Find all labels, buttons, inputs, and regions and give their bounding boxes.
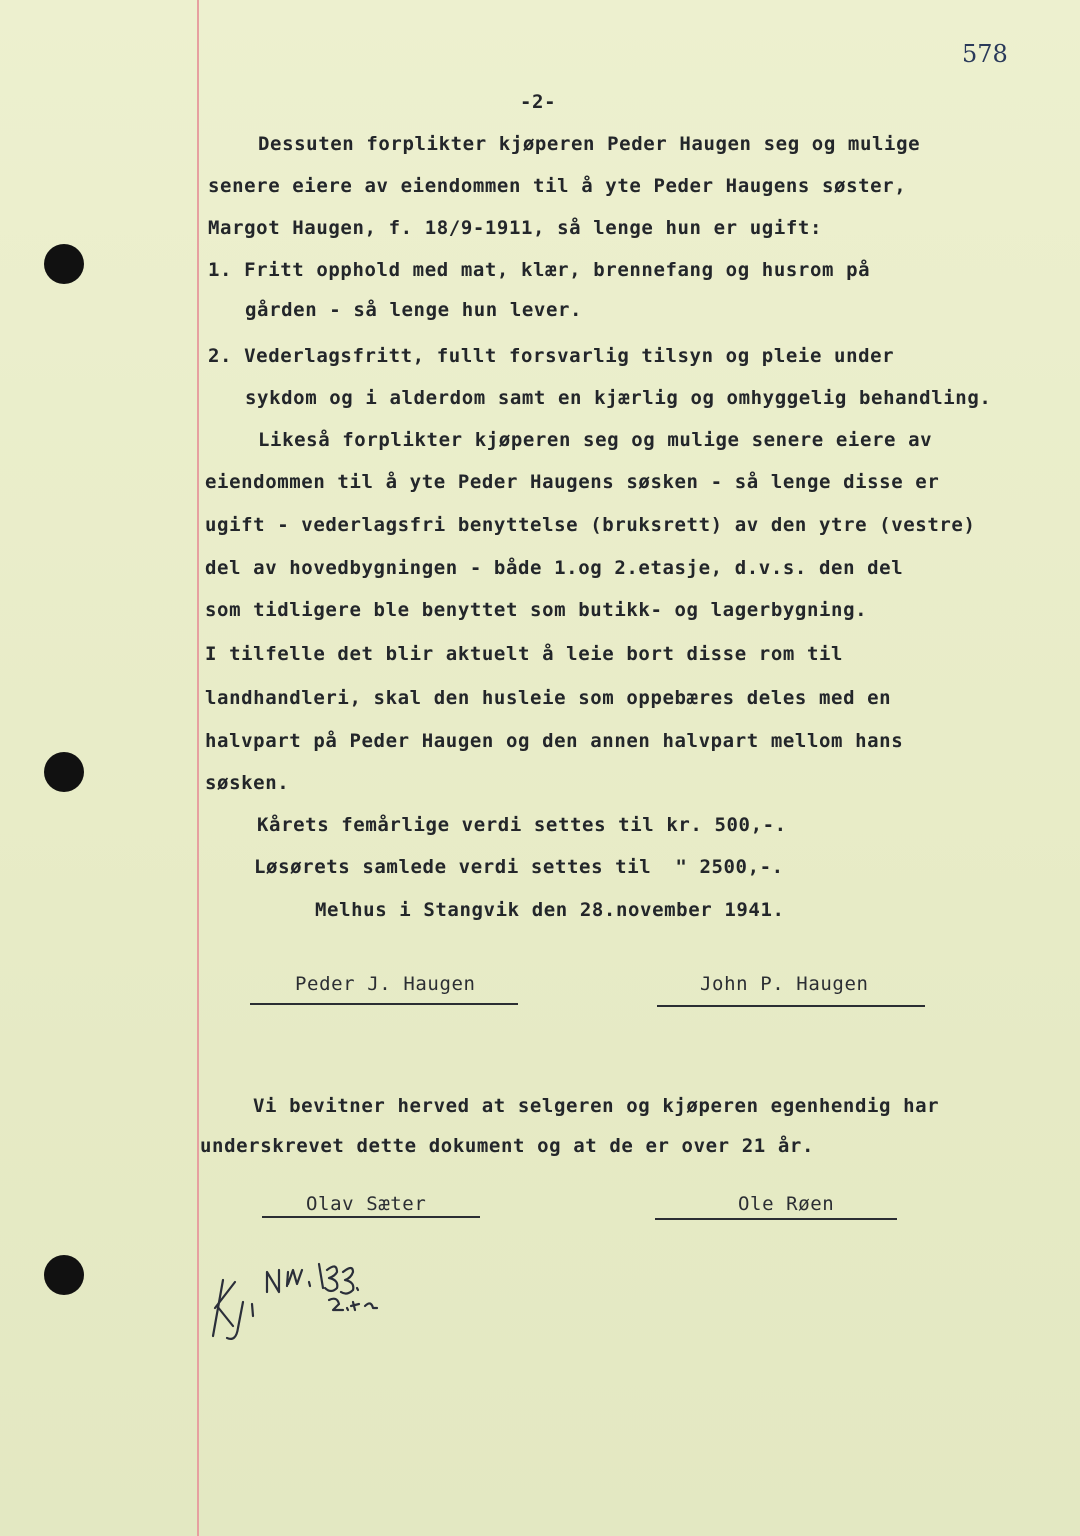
body-line: ugift - vederlagsfri benyttelse (bruksrett) av den ytre (vestre) [205,514,976,536]
body-line: gården - så lenge hun lever. [245,299,583,321]
body-line: eiendommen til å yte Peder Haugens søsken - så lenge disse er [205,471,940,493]
body-line: søsken. [205,772,290,794]
punch-hole [44,1255,84,1295]
signature-line [262,1216,480,1218]
witness-line: Vi bevitner herved at selgeren og kjøperen egenhendig har [253,1095,940,1117]
witness-signature-right: Ole Røen [738,1193,835,1215]
signature-right: John P. Haugen [700,973,869,995]
body-line: 2. Vederlagsfritt, fullt forsvarlig tilsyn og pleie under [208,345,895,367]
body-line: Melhus i Stangvik den 28.november 1941. [315,899,785,921]
body-line: halvpart på Peder Haugen og den annen halvpart mellom hans [205,730,904,752]
body-line: del av hovedbygningen - både 1.og 2.etasje, d.v.s. den del [205,557,904,579]
page-label: -2- [520,91,557,113]
signature-line [657,1005,925,1007]
body-line: I tilfelle det blir aktuelt å leie bort disse rom til [205,643,844,665]
page-number-handwritten: 578 [962,40,1008,68]
signature-line [250,1003,518,1005]
body-line: sykdom og i alderdom samt en kjærlig og omhyggelig behandling. [245,387,992,409]
witness-line: underskrevet dette dokument og at de er over 21 år. [200,1135,814,1157]
body-line: Likeså forplikter kjøperen seg og mulige senere eiere av [258,429,933,451]
body-line: Dessuten forplikter kjøperen Peder Haugen seg og mulige [258,133,921,155]
body-line: senere eiere av eiendommen til å yte Peder Haugens søster, [208,175,907,197]
body-line: landhandleri, skal den husleie som oppebæres deles med en [205,687,892,709]
body-line: som tidligere ble benyttet som butikk- og lagerbygning. [205,599,868,621]
signature-left: Peder J. Haugen [295,973,476,995]
margin-line [197,0,199,1536]
body-line: Margot Haugen, f. 18/9-1911, så lenge hun er ugift: [208,217,822,239]
body-line: 1. Fritt opphold med mat, klær, brennefang og husrom på [208,259,871,281]
witness-signature-left: Olav Sæter [306,1193,427,1215]
handwritten-note [205,1258,385,1348]
signature-line [655,1218,897,1220]
punch-hole [44,244,84,284]
body-line: Løsørets samlede verdi settes til " 2500,-. [254,856,784,878]
punch-hole [44,752,84,792]
body-line: Kårets femårlige verdi settes til kr. 500,-. [257,814,787,836]
